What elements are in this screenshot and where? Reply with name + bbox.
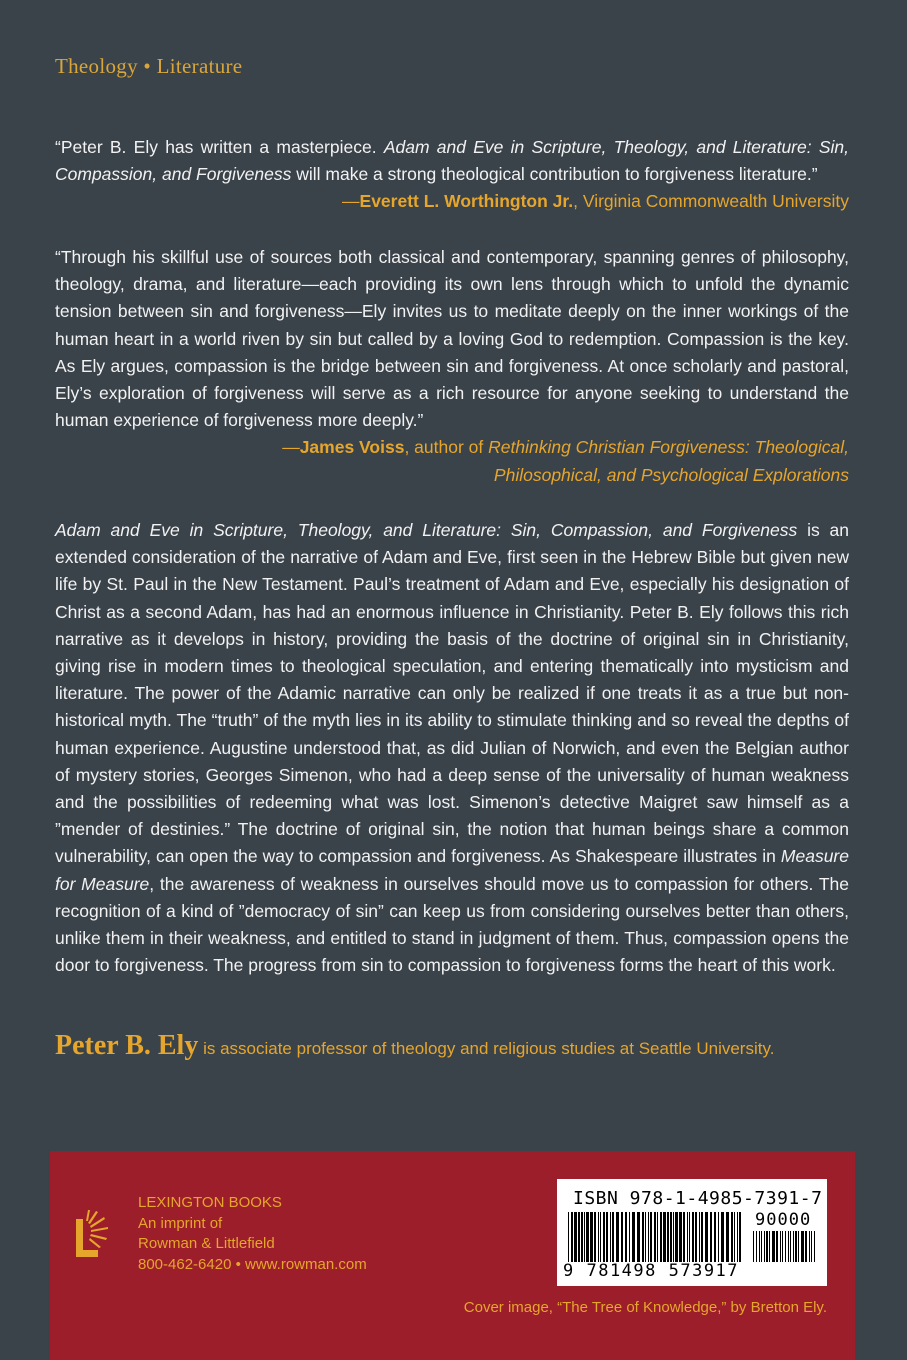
publisher-contact: 800-462-6420 • www.rowman.com [138,1255,367,1273]
endorser-name: Everett L. Worthington Jr. [359,191,574,212]
isbn-text: ISBN 978-1-4985-7391-7 [573,1188,823,1209]
description-part2: , the awareness of weakness in ourselves should move us to compassion for others. The recognition of a kind of ”democracy of sin” can keep us from considering ourselves better than others, unlike them in their weakness, and entitled to stand in judgment of them. Thus, compassion opens the door to forgiveness. The progress from sin to compassion to forgiveness forms the heart of this work. [55,873,849,976]
endorser-name: James Voiss [299,437,405,458]
play-title: Measure for Measure [55,846,849,894]
ean-digits: 9 781498 573917 [563,1261,740,1281]
addon-barcode-bars [753,1231,817,1262]
quote-text [55,134,849,188]
book-description [55,517,849,979]
isbn-barcode [557,1179,827,1286]
book-title: Adam and Eve in Scripture, Theology, and Literature: Sin, Compassion, and Forgiveness [55,520,798,540]
endorser-book-line1: Rethinking Christian Forgiveness: Theological, [488,437,849,458]
publisher-name: LEXINGTON BOOKS [138,1194,282,1211]
category-label: Theology • Literature [55,54,243,78]
endorser-affiliation: , Virginia Commonwealth University [573,191,849,212]
endorser-book-line2: Philosophical, and Psychological Explorations [493,464,849,485]
endorsement-voiss [55,244,849,489]
author-name: Peter B. Ely [55,1030,199,1061]
publisher-imprint: An imprint of [138,1214,223,1232]
endorser-role: , author of [404,437,489,458]
publisher-parent: Rowman & Littlefield [138,1235,275,1252]
quote-rest: will make a strong theological contribution to forgiveness literature.” [291,164,818,185]
ean-barcode-bars [568,1212,744,1262]
quote-attribution: —James Voiss, author of Rethinking Christian Forgiveness: Theological, [282,437,849,458]
author-bio-text: is associate professor of theology and religious studies at Seattle University. [198,1039,775,1058]
author-bio [55,1030,855,1062]
publisher-info [138,1193,367,1275]
endorsement-worthington [55,134,849,216]
quote-text: “Through his skillful use of sources both classical and contemporary, spanning genres of philosophy, theology, drama, and literature—each providing its own lens through which to unfold the dynamic tension between sin and forgiveness—Ely invites us to meditate deeply on the inner workings of the human heart in a world riven by sin but called by a loving God to redemption. Compassion is the key. As Ely argues, compassion is the bridge between sin and forgiveness. At once scholarly and pastoral, Ely’s exploration of forgiveness will serve as a rich resource for anyone seeking to understand the human experience of forgiveness more deeply.” [55,247,849,431]
cover-credit: Cover image, “The Tree of Knowledge,” by Bretton Ely. [463,1299,827,1316]
barcode-addon-digits: 90000 [755,1210,812,1230]
lexington-books-logo-icon [74,1209,110,1259]
footer-panel [50,1151,855,1360]
description-part1: is an extended consideration of the narrative of Adam and Eve, first seen in the Hebrew Bible but given new life by St. Paul in the New Testament. Paul’s treatment of Adam and Eve, especially his designation of Christ as a second Adam, has had an enormous influence in Christianity. Peter B. Ely follows this rich narrative as it develops in history, providing the basis of the doctrine of original sin in Christianity, giving rise in modern times to theological speculation, and entering thematically into mysticism and literature. The power of the Adamic narrative can only be realized if one treats it as a true but non-historical myth. The “truth” of the myth lies in its ability to stimulate thinking and so reveal the depths of human experience. Augustine understood that, as did Julian of Norwich, and even the Belgian author of mystery stories, Georges Simenon, who had a deep sense of the universality of human weakness and the possibilities of redeeming what was lost. Simenon’s detective Maigret saw himself as a ”mender of destinies.” The doctrine of original sin, the notion that human beings share a common vulnerability, can open the way to compassion and forgiveness. As Shakespeare illustrates in [55,520,850,867]
quote-open: “Peter B. Ely has written a masterpiece. [55,137,384,157]
book-title: Adam and Eve in Scripture, Theology, and Literature: Sin, Compassion, and Forgiveness [55,137,849,185]
quote-attribution: —Everett L. Worthington Jr., Virginia Commonwealth University [342,191,849,212]
